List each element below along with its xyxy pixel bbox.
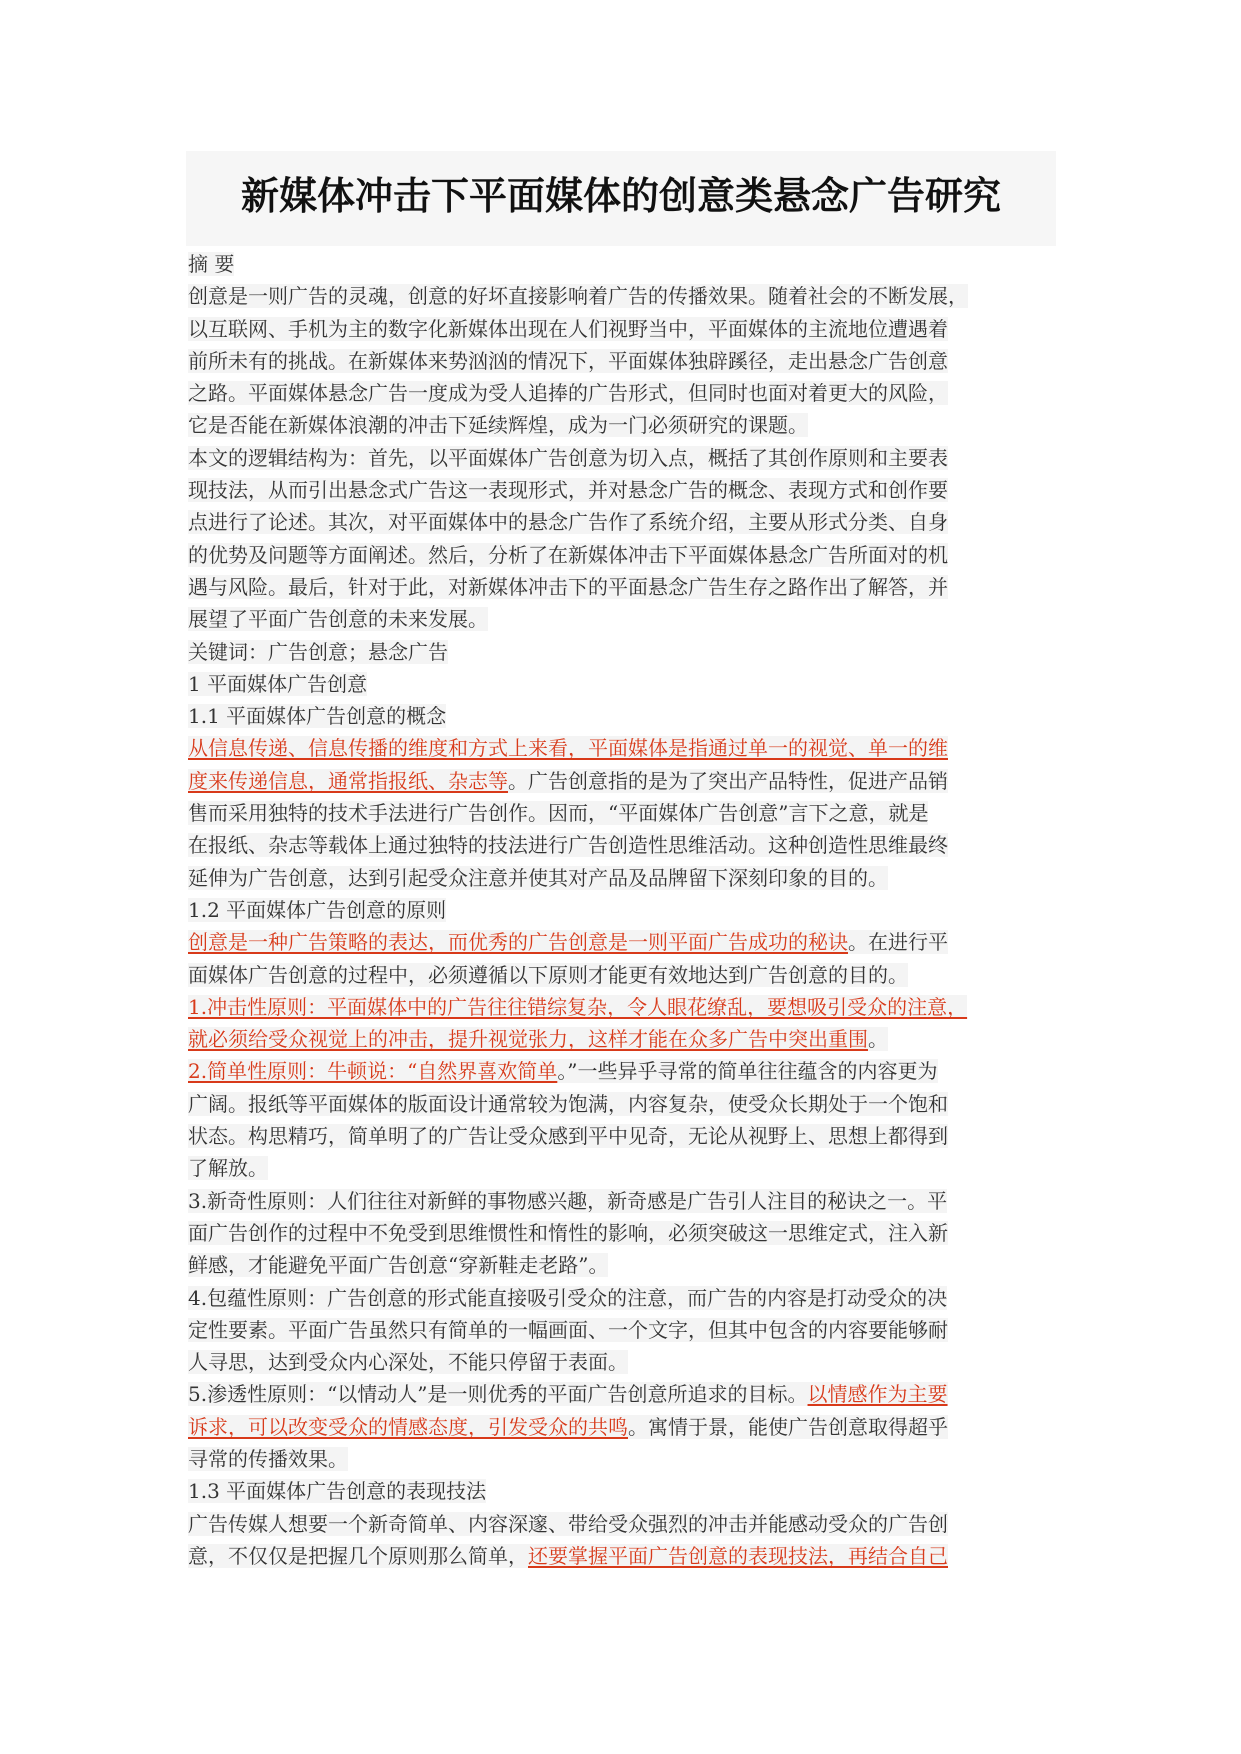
text-line [188, 1346, 1056, 1378]
line-text [188, 1415, 948, 1439]
text-segment: 创意是一则广告的灵魂，创意的好坏直接影响着广告的传播效果。随着社会的不断发展， [188, 284, 968, 309]
text-segment: 广阔。报纸等平面媒体的版面设计通常较为饱满，内容复杂，使受众长期处于一个饱和 [188, 1091, 948, 1116]
text-segment: 。”一些异乎寻常的简单往往蕴含的内容更为 [557, 1059, 938, 1084]
text-segment: 寻常的传播效果。 [188, 1446, 348, 1471]
line-text [188, 1124, 948, 1148]
text-segment: 点进行了论述。其次，对平面媒体中的悬念广告作了系统介绍，主要从形式分类、自身 [188, 510, 948, 535]
text-segment: 前所未有的挑战。在新媒体来势汹汹的情况下，平面媒体独辟蹊径，走出悬念广告创意 [188, 348, 948, 373]
text-line [188, 1540, 1056, 1572]
text-line [188, 1023, 1056, 1055]
text-line [188, 959, 1056, 991]
text-segment: 3.新奇性原则：人们往往对新鲜的事物感兴趣，新奇感是广告引人注目的秘诀之一。平 [188, 1188, 948, 1213]
text-line [188, 248, 1056, 280]
text-line [188, 1185, 1056, 1217]
line-text [188, 1253, 608, 1277]
text-segment: 本文的逻辑结构为：首先，以平面媒体广告创意为切入点，概括了其创作原则和主要表 [188, 445, 948, 470]
text-segment: 延伸为广告创意，达到引起受众注意并使其对产品及品牌留下深刻印象的目的。 [188, 865, 888, 890]
line-text [188, 801, 928, 825]
line-text [188, 995, 967, 1019]
text-segment: 之路。平面媒体悬念广告一度成为受人追捧的广告形式，但同时也面对着更大的风险， [188, 381, 948, 406]
text-line [188, 862, 1056, 894]
line-text [188, 284, 968, 308]
text-segment: 定性要素。平面广告虽然只有简单的一幅画面、一个文字，但其中包含的内容要能够耐 [188, 1317, 948, 1342]
line-text [188, 543, 948, 567]
text-segment: 了解放。 [188, 1156, 268, 1181]
line-text [188, 1059, 938, 1083]
text-line [188, 797, 1056, 829]
text-segment: 现技法，从而引出悬念式广告这一表现形式，并对悬念广告的概念、表现方式和创作要 [188, 478, 948, 503]
line-text [188, 1382, 948, 1406]
text-line [188, 1120, 1056, 1152]
text-line [188, 1152, 1056, 1184]
text-line [188, 829, 1056, 861]
text-line [188, 539, 1056, 571]
highlighted-text: 就必须给受众视觉上的冲击，提升视觉张力，这样才能在众多广告中突出重围 [188, 1027, 868, 1052]
line-text [188, 963, 908, 987]
text-line [188, 926, 1056, 958]
line-text [188, 349, 948, 373]
line-text [188, 1027, 888, 1051]
text-segment: 它是否能在新媒体浪潮的冲击下延续辉煌，成为一门必须研究的课题。 [188, 413, 808, 438]
text-line [188, 732, 1056, 764]
line-text [188, 833, 948, 857]
text-segment: 。 [868, 1027, 888, 1052]
text-line [188, 1282, 1056, 1314]
line-text [188, 1092, 948, 1116]
line-text [188, 607, 488, 631]
text-line [188, 506, 1056, 538]
text-line [188, 700, 1056, 732]
text-segment: 状态。构思精巧，简单明了的广告让受众感到平中见奇，无论从视野上、思想上都得到 [188, 1124, 948, 1149]
text-segment: 人寻思，达到受众内心深处，不能只停留于表面。 [188, 1350, 628, 1375]
highlighted-text: 以情感作为主要 [807, 1382, 948, 1407]
highlighted-text: 1.冲击性原则：平面媒体中的广告往往错综复杂，令人眼花缭乱，要想吸引受众的注意， [188, 994, 968, 1019]
text-line [188, 894, 1056, 926]
line-text [188, 381, 948, 405]
line-text [188, 930, 948, 954]
text-line [188, 345, 1056, 377]
text-line [188, 1411, 1056, 1443]
line-text [188, 575, 948, 599]
text-segment: 。寓情于景，能使广告创意取得超乎 [628, 1414, 948, 1439]
text-line [188, 1443, 1056, 1475]
text-line [188, 765, 1056, 797]
text-segment: 以互联网、手机为主的数字化新媒体出现在人们视野当中，平面媒体的主流地位遭遇着 [188, 316, 948, 341]
highlighted-text: 2.简单性原则：牛顿说：“自然界喜欢简单 [188, 1059, 558, 1084]
line-text [188, 1318, 948, 1342]
line-text [188, 736, 948, 760]
text-line [188, 571, 1056, 603]
text-segment: 。在进行平 [848, 930, 948, 955]
text-line [188, 1217, 1056, 1249]
text-line [188, 280, 1056, 312]
line-text [188, 413, 808, 437]
text-segment: 关键词：广告创意；悬念广告 [188, 639, 448, 664]
text-segment: 摘 要 [188, 252, 235, 276]
line-text [188, 1479, 486, 1503]
line-text [188, 1156, 268, 1180]
text-segment: 遇与风险。最后，针对于此，对新媒体冲击下的平面悬念广告生存之路作出了解答，并 [188, 574, 948, 599]
text-line [188, 442, 1056, 474]
line-text [188, 672, 367, 696]
line-text [188, 640, 448, 664]
line-text [188, 1189, 947, 1213]
line-text [188, 898, 446, 922]
line-text [188, 1350, 628, 1374]
highlighted-text: 诉求，可以改变受众的情感态度，引发受众的共鸣 [188, 1414, 628, 1439]
line-text [188, 1512, 948, 1536]
line-text [188, 510, 948, 534]
text-segment: 4.包蕴性原则：广告创意的形式能直接吸引受众的注意，而广告的内容是打动受众的决 [188, 1285, 948, 1310]
text-segment: 展望了平面广告创意的未来发展。 [188, 607, 488, 632]
text-line [188, 377, 1056, 409]
text-line [188, 474, 1056, 506]
text-segment: 意，不仅仅是把握几个原则那么简单， [188, 1543, 528, 1568]
line-text [188, 317, 948, 341]
text-segment: 面广告创作的过程中不免受到思维惯性和惰性的影响，必须突破这一思维定式，注入新 [188, 1220, 948, 1245]
text-line [188, 1055, 1056, 1087]
text-line [188, 1378, 1056, 1410]
line-text [188, 1447, 348, 1471]
text-line [188, 1249, 1056, 1281]
highlighted-text: 创意是一种广告策略的表达，而优秀的广告创意是一则平面广告成功的秘诀 [188, 930, 848, 955]
line-text [188, 704, 446, 728]
document-body [188, 248, 1056, 1572]
line-text [188, 1544, 948, 1568]
text-line [188, 1088, 1056, 1120]
line-text [188, 252, 234, 276]
text-segment: 5.渗透性原则：“以情动人”是一则优秀的平面广告创意所追求的目标。 [188, 1382, 808, 1407]
highlighted-text: 从信息传递、信息传播的维度和方式上来看，平面媒体是指通过单一的视觉、单一的维 [188, 736, 948, 761]
text-segment: 广告传媒人想要一个新奇简单、内容深邃、带给受众强烈的冲击并能感动受众的广告创 [188, 1511, 948, 1536]
text-segment: 1.1 平面媒体广告创意的概念 [188, 704, 447, 729]
text-line [188, 603, 1056, 635]
text-segment: 。广告创意指的是为了突出产品特性，促进产品销 [508, 768, 948, 793]
text-segment: 面媒体广告创意的过程中，必须遵循以下原则才能更有效地达到广告创意的目的。 [188, 962, 908, 987]
highlighted-text: 度来传递信息，通常指报纸、杂志等 [188, 768, 508, 793]
text-line [188, 1475, 1056, 1507]
text-line [188, 1314, 1056, 1346]
line-text [188, 446, 948, 470]
text-line [188, 313, 1056, 345]
highlighted-text: 还要掌握平面广告创意的表现技法，再结合自己 [528, 1543, 948, 1568]
document-title: 新媒体冲击下平面媒体的创意类悬念广告研究 [240, 174, 1001, 218]
line-text [188, 866, 888, 890]
line-text [188, 769, 948, 793]
text-line [188, 668, 1056, 700]
text-segment: 鲜感，才能避免平面广告创意“穿新鞋走老路”。 [188, 1253, 609, 1278]
text-segment: 1 平面媒体广告创意 [188, 671, 368, 696]
text-segment: 售而采用独特的技术手法进行广告创作。因而，“平面媒体广告创意”言下之意，就是 [188, 801, 929, 826]
line-text [188, 1286, 947, 1310]
text-segment: 的优势及问题等方面阐述。然后，分析了在新媒体冲击下平面媒体悬念广告所面对的机 [188, 542, 948, 567]
text-line [188, 409, 1056, 441]
text-segment: 1.2 平面媒体广告创意的原则 [188, 897, 447, 922]
text-line [188, 991, 1056, 1023]
text-segment: 1.3 平面媒体广告创意的表现技法 [188, 1479, 487, 1504]
line-text [188, 478, 948, 502]
line-text [188, 1221, 948, 1245]
text-segment: 在报纸、杂志等载体上通过独特的技法进行广告创造性思维活动。这种创造性思维最终 [188, 833, 948, 858]
text-line [188, 1508, 1056, 1540]
text-line [188, 636, 1056, 668]
